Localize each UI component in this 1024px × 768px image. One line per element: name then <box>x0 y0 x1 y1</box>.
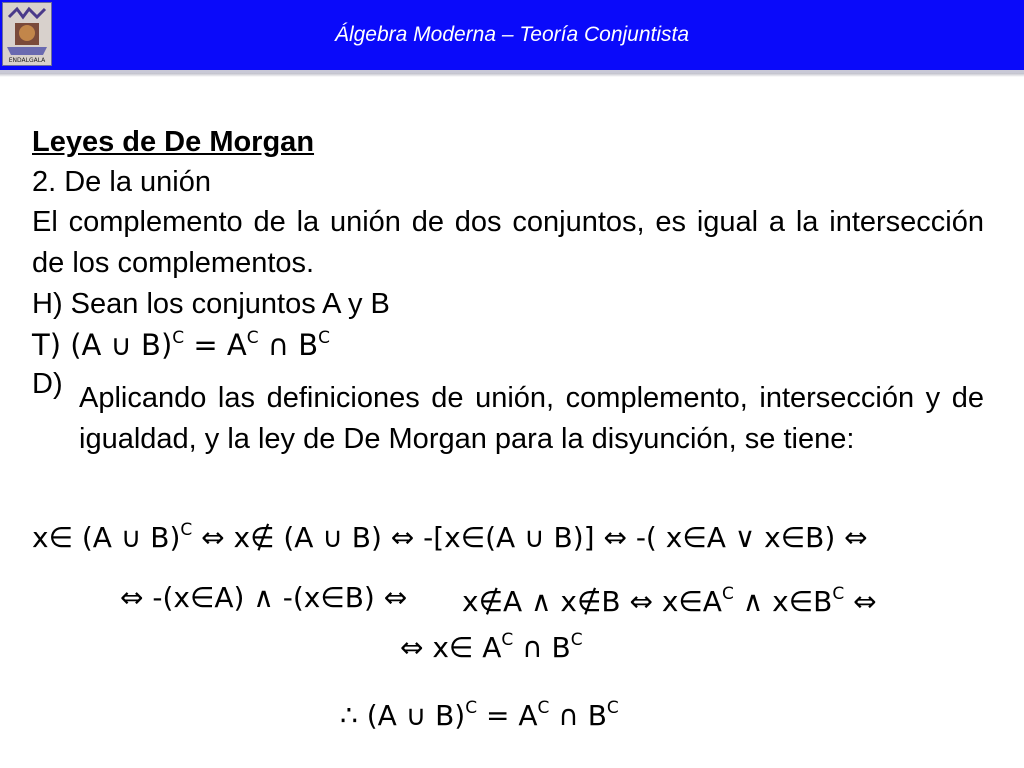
complement-superscript: C <box>721 584 734 604</box>
complement-superscript: C <box>318 328 331 348</box>
demo-paragraph: Aplicando las definiciones de unión, complemento, intersección y de igualdad, y la ley de De Morgan para la disyunción, se tiene: <box>79 382 984 455</box>
hypothesis-line: H) Sean los conjuntos A y B <box>32 288 390 320</box>
complement-superscript: C <box>180 520 193 540</box>
complement-superscript: C <box>465 698 478 718</box>
complement-superscript: C <box>501 630 514 650</box>
complement-superscript: C <box>570 630 583 650</box>
equivalence-line-1 <box>32 520 868 560</box>
demo-label: D) <box>32 368 63 400</box>
equation-part: ∧ x∈B <box>733 585 833 618</box>
equation-part: ⇔ x∈ A <box>400 631 502 664</box>
equation-part: x∈ (A ∪ B) <box>32 521 181 554</box>
header-bar <box>0 0 1024 73</box>
thesis-line <box>32 327 330 368</box>
slide-title: Álgebra Moderna – Teoría Conjuntista <box>334 23 690 46</box>
equation-part: ⇔ <box>844 585 877 618</box>
complement-superscript: C <box>606 698 619 718</box>
header-shadow <box>0 73 1024 77</box>
equation-part: ∩ B <box>549 699 607 732</box>
statement-paragraph: El complemento de la unión de dos conjuntos, es igual a la intersección de los complementos. <box>32 206 984 279</box>
equation-part: ∩ B <box>513 631 571 664</box>
equivalence-line-3 <box>400 630 583 670</box>
conclusion-line <box>340 698 619 738</box>
subheading: 2. De la unión <box>32 166 211 198</box>
equivalence-line-2a: ⇔ -(x∈A) ∧ -(x∈B) ⇔ <box>120 581 408 614</box>
logo-text: ENDALGALA <box>8 57 46 64</box>
complement-superscript: C <box>172 328 185 348</box>
equation-part: x∉A ∧ x∉B ⇔ x∈A <box>462 585 722 618</box>
equation-part: ∴ (A ∪ B) <box>340 699 466 732</box>
thesis-part: T) (A ∪ B) <box>32 328 173 362</box>
equation-part: = A <box>477 699 538 732</box>
section-heading: Leyes de De Morgan <box>32 126 315 158</box>
complement-superscript: C <box>832 584 845 604</box>
thesis-part: ∩ B <box>258 328 319 362</box>
equation-part: ⇔ x∉ (A ∪ B) ⇔ -[x∈(A ∪ B)] ⇔ -( x∈A ∨ x∈B) ⇔ <box>192 521 868 554</box>
thesis-part: = A <box>184 328 247 362</box>
equivalence-line-2b <box>462 584 877 624</box>
complement-superscript: C <box>537 698 550 718</box>
complement-superscript: C <box>246 328 259 348</box>
